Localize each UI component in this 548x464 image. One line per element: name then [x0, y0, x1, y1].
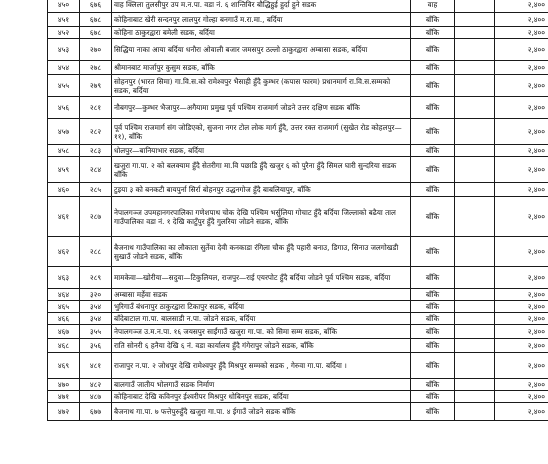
table-row [48, 391, 548, 403]
road-type: बाँकि [411, 301, 455, 313]
road-code: ३२० [80, 289, 112, 301]
road-code: ४८७ [80, 391, 112, 403]
table-row [48, 339, 548, 353]
amount: २,४०० [495, 0, 548, 13]
road-name: कोहिनाबाट खेरी सन्दनपुर लालपुर गोल्हा बनगाउँ म.रा.मा., बर्दिया [112, 13, 411, 27]
road-code: ६७६ [80, 0, 112, 13]
road-code: ४८२ [80, 379, 112, 391]
table-row [48, 289, 548, 301]
serial-number: ४६८ [48, 339, 80, 353]
serial-number: ४६४ [48, 289, 80, 301]
amount: २,४०० [495, 391, 548, 403]
road-code: ३५५ [80, 325, 112, 339]
road-name: भुरिगाउँ बंधनापुर ठाकुरद्वारा टिकापुर सडक, बर्दिया [112, 301, 411, 313]
road-name: बाँदेबाटाल गा.पा. बालसाडी न.पा. जोडने सडक, बर्दिया [112, 313, 411, 325]
table-row [48, 267, 548, 289]
road-name: सोहनपुर (भारत सिमा) गा.वि.स.को रामेश्वपुर भैसाही हुँदै कुम्भर (कपास फारम) प्रधानमार्ग रा.वि.स.सम्मको सडक, बर्दिया [112, 75, 411, 97]
table-row [48, 119, 548, 145]
road-type: बाँकि [411, 145, 455, 157]
road-type: बाँकि [411, 13, 455, 27]
amount: २,४०० [495, 301, 548, 313]
amount: २,४०० [495, 379, 548, 391]
road-code: २७८ [80, 61, 112, 75]
blank-cell [455, 61, 495, 75]
serial-number: ४७२ [48, 403, 80, 421]
table-body [48, 0, 548, 421]
serial-number: ४६१ [48, 197, 80, 237]
blank-cell [455, 197, 495, 237]
road-name: पूर्व पश्चिम राजमार्ग संग जोडिएको, सुजना नगर टोल लोक मार्ग हुँदै, उत्तर रक्त राजमार्ग (सुखेत रोड कोहलपुर—११), बाँकि [112, 119, 411, 145]
road-code: २७० [80, 39, 112, 61]
table-row [48, 313, 548, 325]
amount: २,४०० [495, 325, 548, 339]
serial-number: ४५९ [48, 157, 80, 183]
blank-cell [455, 97, 495, 119]
amount: २,४०० [495, 61, 548, 75]
road-list-table [47, 0, 548, 421]
road-code: २८४ [80, 157, 112, 183]
road-name: सिद्धिया नाका आया बर्दिया धनौरा ओवाली बजार जमसपुर ठल्लो ठाकुरद्वारा अम्बासा सडक, बर्दिया [112, 39, 411, 61]
blank-cell [455, 157, 495, 183]
road-type: बाँकि [411, 183, 455, 197]
serial-number: ४५० [48, 0, 80, 13]
amount: २,४०० [495, 267, 548, 289]
serial-number: ४६३ [48, 267, 80, 289]
blank-cell [455, 0, 495, 13]
serial-number: ४६२ [48, 237, 80, 267]
table-row [48, 61, 548, 75]
blank-cell [455, 237, 495, 267]
road-type: बाँकि [411, 119, 455, 145]
serial-number: ४६९ [48, 353, 80, 379]
serial-number: ४५५ [48, 75, 80, 97]
road-name: राति सोनरी ६ हनैया देखि ६ नं. वडा कार्यालय हुँदै गंगेरापुर जोडने सडक, बाँकि [112, 339, 411, 353]
amount: २,४०० [495, 145, 548, 157]
blank-cell [455, 39, 495, 61]
table-row [48, 0, 548, 13]
blank-cell [455, 183, 495, 197]
table-row [48, 145, 548, 157]
road-type: बाँकि [411, 379, 455, 391]
amount: २,४०० [495, 157, 548, 183]
serial-number: ४५२ [48, 27, 80, 39]
road-name: नौबगपुर—कुम्भर भैजापुर—अगैयामा प्रमुख पूर्व पश्चिम राजमार्ग जोडने उत्तर दक्षिण सडक बाँकि [112, 97, 411, 119]
table-row [48, 183, 548, 197]
road-name: वाह क्लिला तुलसीपुर उप म.न.पा. वडा नं. ६ शान्तिविर बौद्धिहुई हुर्दा हुने सडक [112, 0, 411, 13]
road-type: बाँकि [411, 267, 455, 289]
amount: २,४०० [495, 183, 548, 197]
table-row [48, 237, 548, 267]
amount: २,४०० [495, 75, 548, 97]
serial-number: ४६० [48, 183, 80, 197]
table-row [48, 157, 548, 183]
road-code: ४८१ [80, 353, 112, 379]
road-name: राजापुर न.पा. २ जोधपुर देखि रामेश्वपुर हुँदै मिश्रपुर सम्मको सडक , गेरुवा गा.पा. बर्दिया । [112, 353, 411, 379]
blank-cell [455, 379, 495, 391]
amount: २,४०० [495, 13, 548, 27]
road-type: बाँकि [411, 197, 455, 237]
serial-number: ४५६ [48, 97, 80, 119]
road-name: अम्बासा मर्हेवा सडक [112, 289, 411, 301]
road-type: बाँकि [411, 75, 455, 97]
blank-cell [455, 289, 495, 301]
road-type: बाँकि [411, 97, 455, 119]
serial-number: ४७१ [48, 391, 80, 403]
amount: २,४०० [495, 39, 548, 61]
road-type: बाँकि [411, 325, 455, 339]
blank-cell [455, 145, 495, 157]
road-code: ६७८ [80, 27, 112, 39]
road-type: बाँकि [411, 157, 455, 183]
blank-cell [455, 313, 495, 325]
table-row [48, 325, 548, 339]
blank-cell [455, 301, 495, 313]
road-code: २८१ [80, 97, 112, 119]
table-row [48, 353, 548, 379]
road-code: २८९ [80, 267, 112, 289]
road-name: बैजनाथ गाउँपालिका का लौकाता सुर्तेवा देवी कनकाडा रंगिला चौक हुँदै पहारी बनाउ, डिगाउ, सिनाउ जलगोखडी सुखाउँ जोडने सडक, बाँकि [112, 237, 411, 267]
road-code: ३५४ [80, 313, 112, 325]
amount: २,४०० [495, 197, 548, 237]
amount: २,४०० [495, 289, 548, 301]
road-name: नेपालगञ्ज उपमहानगरपालिका गणेशपाथ चोक देखि पश्चिम भर्सुलिया गोचाट हुँदै बर्दिया जिल्लाको बढैया ताल गाउँपालिका वडा नं. १ देखि काटुँपुर हुँदै गुलरिया जोडने सडक, बाँकि [112, 197, 411, 237]
amount: २,४०० [495, 353, 548, 379]
road-code: ६७७ [80, 403, 112, 421]
blank-cell [455, 119, 495, 145]
table-row [48, 39, 548, 61]
amount: २,४०० [495, 237, 548, 267]
serial-number: ४५१ [48, 13, 80, 27]
serial-number: ४५७ [48, 119, 80, 145]
road-name: बैजनाथ गा.पा. ७ फत्तेपुरुहुँदै खजुरा गा.पा. ४ ईगाउँ जोडने सडक बाँकि [112, 403, 411, 421]
table-row [48, 75, 548, 97]
road-name: नेपालगञ्ज उ.म.न.पा. १६ जयसपुर साईंगाउँ खजुरा गा.पा. को सिमा सम्म सडक, बाँकि [112, 325, 411, 339]
amount: २,४०० [495, 27, 548, 39]
amount: २,४०० [495, 339, 548, 353]
blank-cell [455, 391, 495, 403]
blank-cell [455, 325, 495, 339]
road-type: बाँकि [411, 403, 455, 421]
table-row [48, 97, 548, 119]
serial-number: ४५८ [48, 145, 80, 157]
road-type: बाँकि [411, 353, 455, 379]
road-name: बालगाउँ जातीय भोलगाउँ सडक निर्माण [112, 379, 411, 391]
road-type: बाँकि [411, 391, 455, 403]
road-name: धोलपुर—बानियाभार सडक, बर्दिया [112, 145, 411, 157]
serial-number: ४६६ [48, 313, 80, 325]
road-type: बाँकि [411, 39, 455, 61]
road-name: मामकेवा—खोरीया—सदुवा—टिकुलियल, राजपुर—राई एयरपोट हुँदै बर्दिया जोडने पूर्व पश्चिम सडक, बर्दिया [112, 267, 411, 289]
road-code: ३५६ [80, 339, 112, 353]
blank-cell [455, 27, 495, 39]
road-code: २८३ [80, 145, 112, 157]
road-code: २८५ [80, 183, 112, 197]
amount: २,४०० [495, 403, 548, 421]
road-code: ३५४ [80, 301, 112, 313]
blank-cell [455, 13, 495, 27]
road-name: श्रीमानबाट मार्जापुर कुसुम सडक, बाँकि [112, 61, 411, 75]
table-row [48, 197, 548, 237]
road-code: २७९ [80, 75, 112, 97]
blank-cell [455, 267, 495, 289]
road-code: २८७ [80, 197, 112, 237]
serial-number: ४६७ [48, 325, 80, 339]
table-row [48, 403, 548, 421]
amount: २,४०० [495, 313, 548, 325]
serial-number: ४५३ [48, 39, 80, 61]
road-type: बाँकि [411, 27, 455, 39]
blank-cell [455, 339, 495, 353]
road-type: बाँकि [411, 339, 455, 353]
blank-cell [455, 353, 495, 379]
table-row [48, 13, 548, 27]
road-name: कोहिनाबाट देखि कविनपुर ईश्वरीपर मिश्रपुर धोबिनपुर सडक, बर्दिया [112, 391, 411, 403]
table-row [48, 379, 548, 391]
road-type: बाँकि [411, 61, 455, 75]
amount: २,४०० [495, 119, 548, 145]
road-type: बाँकि [411, 313, 455, 325]
road-name: टुइया ३ को बनकटी बायपुर्ना सिर्रा बोहनपुर उद्धनगोज हुँदै बाबलियापुर, बाँकि [112, 183, 411, 197]
road-name: खजुरा गा.पा. २ को बलक्याम हुँदै सेतरीगा मा.वि पछाडि हुँदै खजुर ६ को पुरैना हुँदै सिमल घारी सुन्दरिया सडक बाँकि [112, 157, 411, 183]
table-row [48, 27, 548, 39]
road-type: वाह [411, 0, 455, 13]
road-code: ६७८ [80, 13, 112, 27]
serial-number: ४७० [48, 379, 80, 391]
amount: २,४०० [495, 97, 548, 119]
road-code: २८२ [80, 119, 112, 145]
blank-cell [455, 75, 495, 97]
road-type: बाँकि [411, 237, 455, 267]
road-name: कोहिना ठाकुरद्वारा बमेली सडक, बर्दिया [112, 27, 411, 39]
road-type: बाँकि [411, 289, 455, 301]
serial-number: ४५४ [48, 61, 80, 75]
road-code: २८८ [80, 237, 112, 267]
blank-cell [455, 403, 495, 421]
serial-number: ४६५ [48, 301, 80, 313]
table-row [48, 301, 548, 313]
